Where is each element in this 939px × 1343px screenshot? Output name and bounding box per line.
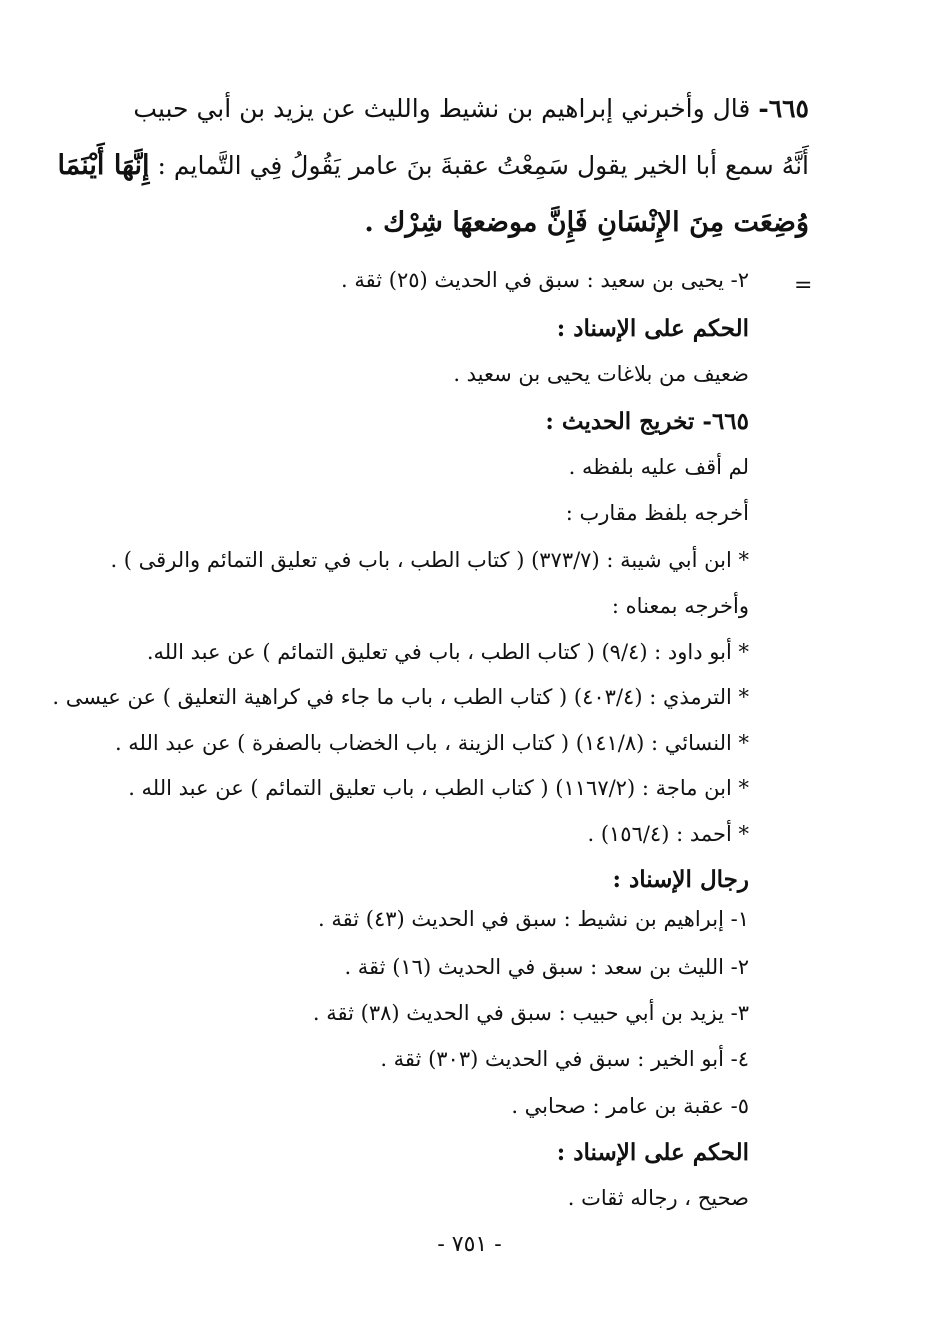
takhrij-line: لم أقف عليه بلفظه . [568,455,749,479]
hadith-text [57,80,809,251]
hadith-line-1 [95,80,809,137]
hadith-number: ٦٦٥- [758,94,809,123]
source-reference: * أبو داود : (٩/٤) ( كتاب الطب ، باب في تعليق التمائم ) عن عبد الله. [146,640,749,664]
source-reference: * الترمذي : (٤٠٣/٤) ( كتاب الطب ، باب ما جاء في كراهية التعليق ) عن عيسى . [52,685,749,709]
hadith-line-2-text: أَنَّهُ سمع أبا الخير يقول سَمِعْتُ عقبةَ بنَ عامر يَقُولُ فِي التَّمايم : [157,151,809,180]
narrator-entry: ١- إبراهيم بن نشيط : سبق في الحديث (٤٣) ثقة . [318,907,749,931]
hadith-line-1-text: قال وأخبرني إبراهيم بن نشيط والليث عن يزيد بن أبي حبيب [133,94,751,123]
source-reference: * ابن أبي شيبة : (٣٧٣/٧) ( كتاب الطب ، باب في تعليق التمائم والرقى ) . [110,548,749,572]
section-heading-ruling: الحكم على الإسناد : [556,315,749,342]
narrator-entry: ٥- عقبة بن عامر : صحابي . [511,1094,749,1118]
takhrij-line: وأخرجه بمعناه : [611,594,749,618]
narrator-note: ٢- يحيى بن سعيد : سبق في الحديث (٢٥) ثقة . [341,268,749,292]
narrator-entry: ٤- أبو الخير : سبق في الحديث (٣٠٣) ثقة . [380,1047,749,1071]
ruling-text: ضعيف من بلاغات يحيى بن سعيد . [453,362,749,386]
narrator-entry: ٢- الليث بن سعد : سبق في الحديث (١٦) ثقة . [344,955,749,979]
hadith-line-3: وُضِعَت مِنَ الإِنْسَانِ فَإِنَّ موضعهَا شِرْك . [364,207,809,238]
section-heading-ruling: الحكم على الإسناد : [556,1139,749,1166]
section-heading-narrators: رجال الإسناد : [612,866,749,893]
source-reference: * أحمد : (١٥٦/٤) . [587,822,749,846]
hadith-line-2-emphasis: إِنَّهَا أَيْنَمَا [57,150,150,181]
source-reference: * ابن ماجة : (١١٦٧/٢) ( كتاب الطب ، باب تعليق التمائم ) عن عبد الله . [128,776,749,800]
takhrij-line: أخرجه بلفظ مقارب : [565,501,749,525]
narrator-entry: ٣- يزيد بن أبي حبيب : سبق في الحديث (٣٨) ثقة . [312,1001,749,1025]
ruling-text: صحيح ، رجاله ثقات . [567,1186,749,1210]
page-number: - ٧٥١ - [437,1232,502,1257]
section-heading-takhrij: ٦٦٥- تخريج الحديث : [545,408,749,435]
continuation-marker: = [794,273,813,298]
source-reference: * النسائي : (١٤١/٨) ( كتاب الزينة ، باب الخضاب بالصفرة ) عن عبد الله . [114,731,749,755]
hadith-line-2 [57,137,809,194]
